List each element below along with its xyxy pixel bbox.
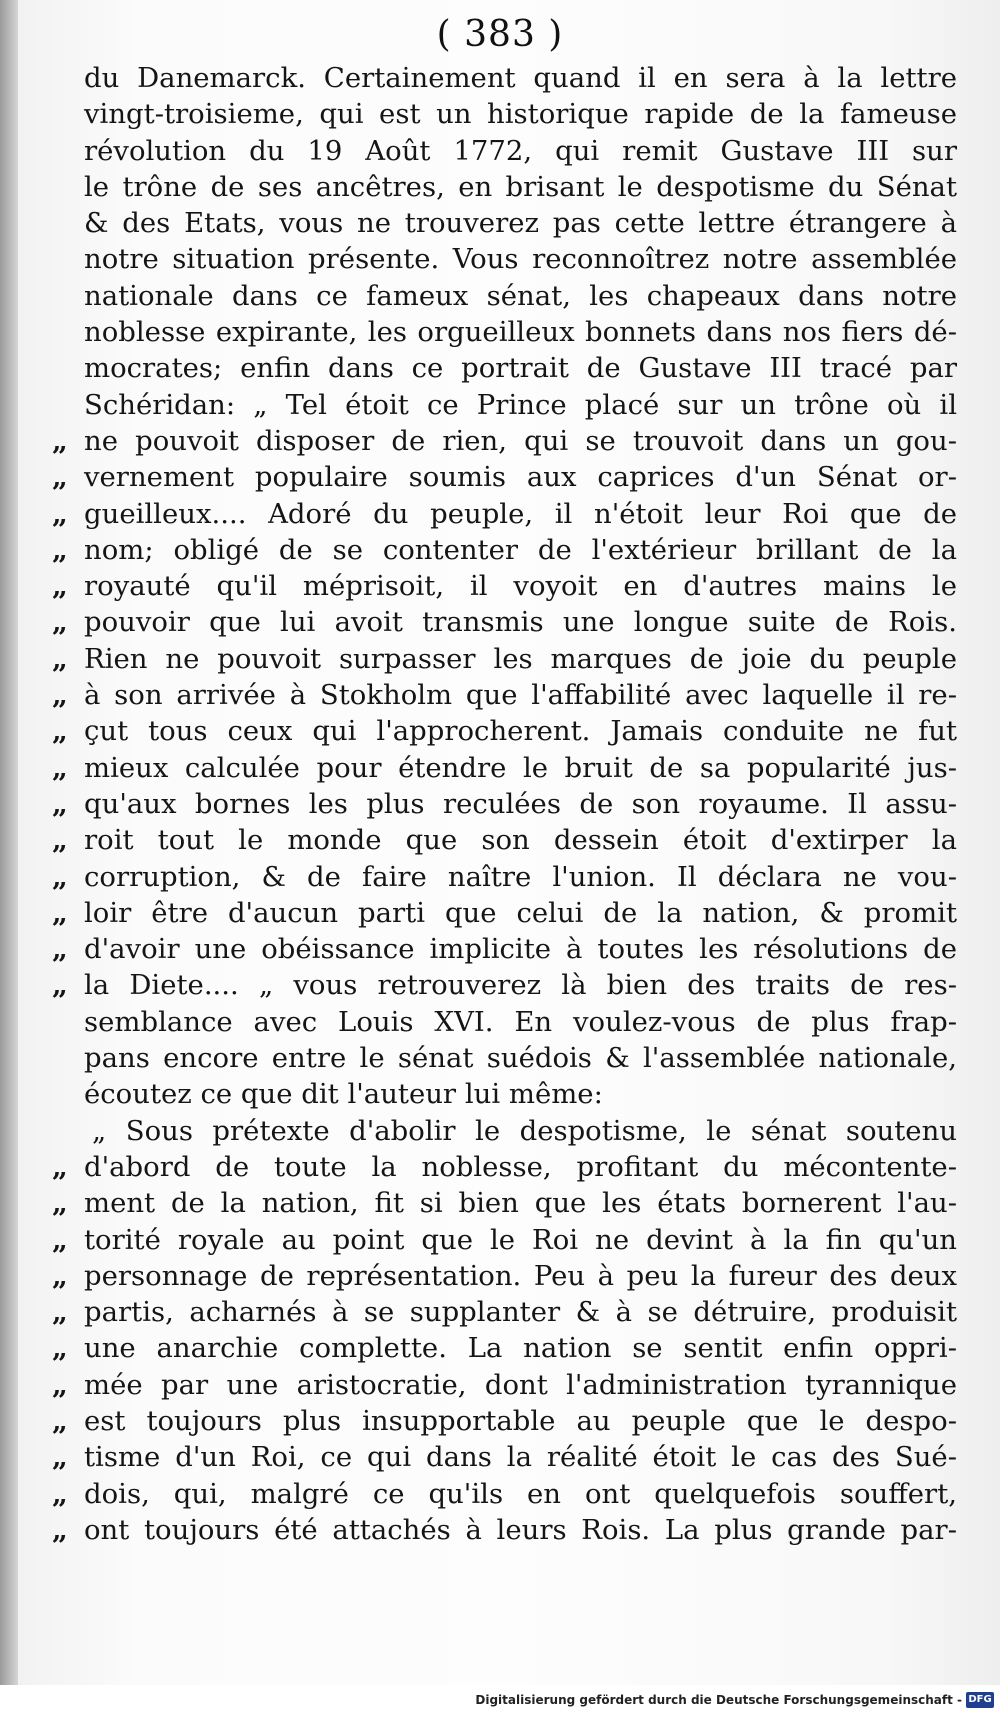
line-text: personnage de représentation. Peu à peu la fureur des deux bbox=[84, 1259, 957, 1292]
quote-mark: „ bbox=[52, 933, 68, 966]
text-line bbox=[52, 568, 957, 604]
quote-mark: „ bbox=[52, 1259, 68, 1292]
text-line bbox=[52, 1040, 957, 1076]
text-line bbox=[52, 1403, 957, 1439]
line-text: çut tous ceux qui l'approcherent. Jamais conduite ne fut bbox=[84, 715, 957, 748]
quote-mark: „ bbox=[52, 424, 68, 457]
quote-mark: „ bbox=[52, 1187, 68, 1220]
line-text: mocrates; enfin dans ce portrait de Gustave III tracé par bbox=[84, 352, 957, 385]
quote-mark: „ bbox=[52, 1477, 68, 1510]
text-line bbox=[52, 822, 957, 858]
text-line bbox=[52, 786, 957, 822]
text-line bbox=[52, 677, 957, 713]
dfg-logo: DFG bbox=[966, 1692, 994, 1708]
body-text bbox=[52, 60, 957, 1548]
text-line bbox=[52, 387, 957, 423]
quote-mark: „ bbox=[52, 1441, 68, 1474]
line-text: royauté qu'il méprisoit, il voyoit en d'autres mains le bbox=[84, 570, 957, 603]
quote-mark: „ bbox=[52, 679, 68, 712]
line-text: révolution du 19 Août 1772, qui remit Gustave III sur bbox=[84, 134, 957, 167]
text-line bbox=[52, 423, 957, 459]
quote-mark: „ bbox=[52, 1404, 68, 1437]
quote-mark: „ bbox=[52, 715, 68, 748]
line-text: ne pouvoit disposer de rien, qui se trouvoit dans un gou- bbox=[84, 424, 957, 457]
line-text: ont toujours été attachés à leurs Rois. La plus grande par- bbox=[84, 1513, 957, 1546]
line-text: une anarchie complette. La nation se sentit enfin oppri- bbox=[84, 1332, 957, 1365]
text-line bbox=[52, 459, 957, 495]
text-line bbox=[52, 713, 957, 749]
quote-mark: „ bbox=[52, 606, 68, 639]
text-line bbox=[52, 205, 957, 241]
text-line bbox=[52, 241, 957, 277]
text-line bbox=[52, 1439, 957, 1475]
text-line bbox=[52, 1113, 957, 1149]
line-text: vingt-troisieme, qui est un historique rapide de la fameuse bbox=[84, 98, 957, 131]
quote-mark: „ bbox=[52, 461, 68, 494]
text-line bbox=[52, 169, 957, 205]
line-text: roit tout le monde que son dessein étoit d'extirper la bbox=[84, 824, 957, 857]
text-line bbox=[52, 931, 957, 967]
line-text: est toujours plus insupportable au peuple que le despo- bbox=[84, 1404, 957, 1437]
text-line bbox=[52, 604, 957, 640]
quote-mark: „ bbox=[52, 1368, 68, 1401]
line-text: le trône de ses ancêtres, en brisant le despotisme du Sénat bbox=[84, 170, 957, 203]
text-line bbox=[52, 350, 957, 386]
text-line bbox=[52, 496, 957, 532]
quote-mark: „ bbox=[52, 570, 68, 603]
line-text: du Danemarck. Certainement quand il en sera à la lettre bbox=[84, 62, 957, 94]
line-text: qu'aux bornes les plus reculées de son royaume. Il assu- bbox=[84, 787, 957, 820]
text-line bbox=[52, 1476, 957, 1512]
line-text: mieux calculée pour étendre le bruit de sa popularité jus- bbox=[84, 751, 957, 784]
line-text: mée par une aristocratie, dont l'administration tyrannique bbox=[84, 1368, 957, 1401]
line-text: nom; obligé de se contenter de l'extérieur brillant de la bbox=[84, 533, 957, 566]
quote-mark: „ bbox=[52, 860, 68, 893]
line-text: pouvoir que lui avoit transmis une longue suite de Rois. bbox=[84, 606, 957, 639]
line-text: écoutez ce que dit l'auteur lui même: bbox=[84, 1078, 603, 1111]
line-text: & des Etats, vous ne trouverez pas cette lettre étrangere à bbox=[84, 207, 957, 240]
text-line bbox=[52, 1004, 957, 1040]
quote-mark: „ bbox=[52, 497, 68, 530]
line-text: noblesse expirante, les orgueilleux bonnets dans nos fiers dé- bbox=[84, 316, 957, 349]
quote-mark: „ bbox=[52, 533, 68, 566]
line-text: tisme d'un Roi, ce qui dans la réalité étoit le cas des Sué- bbox=[84, 1441, 957, 1474]
book-gutter-edge bbox=[0, 0, 18, 1685]
text-line bbox=[52, 1367, 957, 1403]
text-line bbox=[52, 60, 957, 96]
page-number: ( 383 ) bbox=[436, 14, 564, 55]
text-line bbox=[52, 1076, 957, 1112]
text-line bbox=[52, 967, 957, 1003]
text-line bbox=[52, 96, 957, 132]
text-line bbox=[52, 895, 957, 931]
text-line bbox=[52, 1330, 957, 1366]
line-text: pans encore entre le sénat suédois & l'assemblée nationale, bbox=[84, 1042, 957, 1075]
text-line bbox=[52, 1258, 957, 1294]
quote-mark: „ bbox=[52, 896, 68, 929]
line-text: ment de la nation, fit si bien que les états bornerent l'au- bbox=[84, 1187, 957, 1220]
line-text: torité royale au point que le Roi ne devint à la fin qu'un bbox=[84, 1223, 957, 1256]
line-text: d'avoir une obéissance implicite à toutes les résolutions de bbox=[84, 933, 957, 966]
line-text: à son arrivée à Stokholm que l'affabilité avec laquelle il re- bbox=[84, 679, 957, 712]
line-text: gueilleux.... Adoré du peuple, il n'étoit leur Roi que de bbox=[84, 497, 957, 530]
text-line bbox=[52, 750, 957, 786]
text-line bbox=[52, 1294, 957, 1330]
line-text: corruption, & de faire naître l'union. Il déclara ne vou- bbox=[84, 860, 957, 893]
text-line bbox=[52, 278, 957, 314]
digitization-credit: Digitalisierung gefördert durch die Deutsche Forschungsgemeinschaft - bbox=[475, 1693, 962, 1707]
text-line bbox=[52, 859, 957, 895]
line-text: „ Sous prétexte d'abolir le despotisme, le sénat soutenu bbox=[92, 1114, 957, 1147]
line-text: Rien ne pouvoit surpasser les marques de joie du peuple bbox=[84, 642, 957, 675]
quote-mark: „ bbox=[52, 1332, 68, 1365]
quote-mark: „ bbox=[52, 824, 68, 857]
quote-mark: „ bbox=[52, 1513, 68, 1546]
text-line bbox=[52, 314, 957, 350]
line-text: semblance avec Louis XVI. En voulez-vous de plus frap- bbox=[84, 1005, 957, 1038]
line-text: la Diete.... „ vous retrouverez là bien des traits de res- bbox=[84, 969, 957, 1002]
text-line bbox=[52, 1149, 957, 1185]
quote-mark: „ bbox=[52, 751, 68, 784]
quote-mark: „ bbox=[52, 1223, 68, 1256]
quote-mark: „ bbox=[52, 787, 68, 820]
line-text: vernement populaire soumis aux caprices d'un Sénat or- bbox=[84, 461, 957, 494]
line-text: loir être d'aucun parti que celui de la nation, & promit bbox=[84, 896, 957, 929]
line-text: Schéridan: „ Tel étoit ce Prince placé sur un trône où il bbox=[84, 388, 957, 421]
line-text: dois, qui, malgré ce qu'ils en ont quelquefois souffert, bbox=[84, 1477, 957, 1510]
text-line bbox=[52, 1222, 957, 1258]
text-line bbox=[52, 641, 957, 677]
quote-mark: „ bbox=[52, 642, 68, 675]
line-text: nationale dans ce fameux sénat, les chapeaux dans notre bbox=[84, 279, 957, 312]
text-line bbox=[52, 1185, 957, 1221]
quote-mark: „ bbox=[52, 1296, 68, 1329]
line-text: notre situation présente. Vous reconnoîtrez notre assemblée bbox=[84, 243, 957, 276]
text-line bbox=[52, 1512, 957, 1548]
quote-mark: „ bbox=[52, 969, 68, 1002]
line-text: partis, acharnés à se supplanter & à se détruire, produisit bbox=[84, 1296, 957, 1329]
line-text: d'abord de toute la noblesse, profitant du mécontente- bbox=[84, 1150, 957, 1183]
text-line bbox=[52, 133, 957, 169]
quote-mark: „ bbox=[52, 1150, 68, 1183]
text-line bbox=[52, 532, 957, 568]
